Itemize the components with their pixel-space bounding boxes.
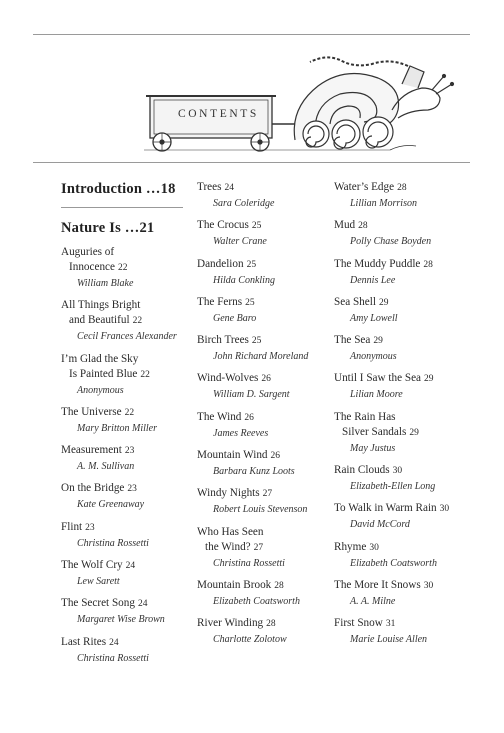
toc-entry[interactable]: [61, 635, 189, 666]
entry-title: Auguries of: [61, 246, 115, 258]
toc-entry[interactable]: [197, 180, 327, 211]
entry-author: William Blake: [77, 278, 134, 289]
toc-entry[interactable]: [61, 352, 189, 398]
entry-title: Trees 24: [197, 181, 234, 193]
toc-column-1: [61, 180, 189, 673]
page-number: 26: [270, 451, 281, 462]
page-number: 28: [358, 221, 368, 232]
page-number: 31: [385, 619, 396, 630]
entry-title: the Wind? 27: [205, 540, 264, 553]
toc-entry[interactable]: [197, 525, 327, 571]
page-number: 22: [132, 316, 143, 327]
entry-title: Rain Clouds 30: [334, 464, 403, 477]
entry-title: The Muddy Puddle 28: [334, 257, 433, 270]
toc-entry[interactable]: [334, 371, 474, 402]
entry-title: Wind-Wolves 26: [197, 372, 271, 385]
page-number: 30: [439, 504, 450, 515]
entry-author: Christina Rossetti: [213, 557, 285, 569]
page-number: 29: [373, 336, 383, 347]
snail-train-illustration: [140, 48, 460, 160]
entry-title: Mountain Brook 28: [197, 578, 284, 591]
page-number: 28: [423, 259, 433, 270]
entry-author: Dennis Lee: [350, 274, 396, 286]
page-number: 25: [245, 297, 255, 308]
entry-title: Silver Sandals 29: [342, 425, 419, 438]
page-number: 28: [397, 183, 407, 193]
entry-title: The Crocus 25: [197, 219, 262, 232]
entry-author: Mary Britton Miller: [77, 422, 157, 434]
page-number: 29: [378, 297, 389, 308]
page-number: 26: [244, 412, 254, 423]
toc-entry[interactable]: [334, 180, 474, 211]
toc-entry[interactable]: [334, 463, 474, 494]
entry-title: Until I Saw the Sea 29: [334, 372, 434, 385]
toc-entry[interactable]: [197, 578, 327, 609]
toc-entry[interactable]: [197, 448, 327, 479]
toc-entry[interactable]: [61, 481, 189, 512]
toc-entry[interactable]: [61, 520, 189, 551]
toc-entry[interactable]: [197, 486, 327, 517]
entry-author: Lilian Moore: [350, 389, 403, 401]
toc-entry[interactable]: [334, 410, 474, 456]
entry-author: John Richard Moreland: [213, 351, 309, 363]
entry-author: Amy Lowell: [350, 312, 398, 324]
page-number: 27: [253, 542, 264, 553]
page-number: 22: [117, 263, 128, 273]
entry-author: Lew Sarett: [77, 576, 120, 588]
entry-title: River Winding 28: [197, 617, 276, 630]
toc-entry[interactable]: [197, 295, 327, 326]
toc-column-2: [197, 180, 327, 655]
contents-label: CONTENTS: [178, 108, 259, 120]
entry-author: Walter Crane: [213, 236, 267, 248]
entry-title: The Wolf Cry 24: [61, 559, 136, 572]
entry-title: Mountain Wind 26: [197, 449, 281, 462]
entry-author: Polly Chase Boyden: [350, 236, 432, 248]
page-number: 25: [251, 336, 262, 347]
toc-entry[interactable]: [61, 443, 189, 474]
toc-entry[interactable]: [61, 298, 189, 344]
page-number: 24: [125, 561, 136, 572]
page-number: 27: [262, 489, 273, 500]
toc-entry[interactable]: [197, 333, 327, 364]
toc-entry[interactable]: [61, 405, 189, 436]
page-number: 23: [124, 446, 135, 457]
entry-author: Hilda Conkling: [213, 274, 275, 286]
entry-author: Elizabeth Coatsworth: [213, 595, 300, 607]
entry-title: Is Painted Blue 22: [69, 367, 150, 380]
top-rule: [33, 34, 470, 35]
entry-title: Dandelion 25: [197, 257, 257, 270]
entry-title: Mud 28: [334, 219, 368, 232]
entry-author: Sara Coleridge: [213, 198, 275, 209]
page-number: 29: [424, 374, 434, 385]
toc-entry[interactable]: [334, 501, 474, 532]
entry-title: The Rain Has: [334, 410, 396, 423]
entry-author: James Reeves: [213, 427, 269, 439]
entry-author: Cecil Frances Alexander: [77, 331, 177, 343]
entry-author: Robert Louis Stevenson: [213, 504, 308, 516]
page-number: 30: [423, 580, 434, 591]
toc-entry[interactable]: [334, 295, 474, 326]
entry-title: The Ferns 25: [197, 295, 255, 308]
entry-title: Birch Trees 25: [197, 334, 262, 347]
toc-entry[interactable]: [197, 371, 327, 402]
page-number: 25: [246, 259, 257, 270]
page-number: 30: [369, 542, 379, 553]
entry-title: Who Has Seen: [197, 525, 264, 538]
entry-title: Last Rites 24: [61, 635, 119, 648]
toc-entry[interactable]: [334, 333, 474, 364]
page-number: 25: [251, 221, 262, 232]
entry-author: Kate Greenaway: [77, 499, 145, 511]
toc-entry[interactable]: [61, 245, 189, 291]
entry-title: The Universe 22: [61, 405, 135, 418]
page-number: 24: [224, 183, 234, 193]
page-number: 28: [266, 619, 276, 630]
toc-entry[interactable]: [197, 616, 327, 647]
entry-author: Anonymous: [77, 384, 124, 396]
entry-author: A. A. Milne: [350, 595, 396, 607]
entry-title: The Secret Song 24: [61, 597, 148, 610]
page-number: 22: [124, 407, 135, 418]
entry-author: Elizabeth-Ellen Long: [350, 481, 436, 493]
toc-entry[interactable]: [334, 578, 474, 609]
entry-title: Flint 23: [61, 520, 95, 533]
entry-author: Anonymous: [350, 351, 397, 363]
entry-author: Christina Rossetti: [77, 537, 149, 549]
page-number: 29: [409, 427, 419, 438]
entry-author: David McCord: [350, 519, 410, 531]
entry-author: Christina Rossetti: [77, 652, 149, 664]
snail-icon: [294, 57, 453, 150]
toc-entry[interactable]: [334, 540, 474, 571]
section-heading-introduction[interactable]: Introduction …18: [61, 181, 176, 197]
entry-title: I’m Glad the Sky: [61, 352, 139, 365]
entry-title: The Sea 29: [334, 334, 383, 347]
entry-author: May Justus: [350, 442, 396, 454]
toc-entry[interactable]: [197, 257, 327, 288]
entry-author: Marie Louise Allen: [350, 634, 428, 646]
entry-author: A. M. Sullivan: [77, 461, 135, 473]
entry-title: Sea Shell 29: [334, 295, 389, 308]
toc-entry[interactable]: [334, 218, 474, 249]
page-number: 28: [274, 580, 284, 591]
toc-entry[interactable]: [334, 257, 474, 288]
entry-title: Innocence 22: [69, 261, 128, 273]
entry-title: Water’s Edge 28: [334, 181, 407, 193]
toc-entry[interactable]: [61, 558, 189, 589]
entry-title: To Walk in Warm Rain 30: [334, 502, 450, 515]
toc-entry[interactable]: [197, 410, 327, 441]
entry-title: Measurement 23: [61, 444, 135, 457]
section-divider: [61, 207, 183, 208]
entry-title: Windy Nights 27: [197, 487, 273, 500]
section-heading-nature-is[interactable]: Nature Is …21: [61, 220, 155, 236]
entry-title: The More It Snows 30: [334, 578, 434, 591]
entry-title: Rhyme 30: [334, 540, 379, 553]
toc-entry[interactable]: [334, 616, 474, 647]
entry-title: All Things Bright: [61, 299, 141, 312]
entry-title: On the Bridge 23: [61, 482, 137, 495]
toc-entry[interactable]: [61, 596, 189, 627]
entry-title: and Beautiful 22: [69, 314, 143, 327]
entry-author: Barbara Kunz Loots: [213, 466, 295, 478]
page-number: 24: [137, 599, 148, 610]
page-number: 24: [109, 637, 119, 648]
entry-author: Charlotte Zolotow: [213, 634, 287, 646]
middle-rule: [33, 162, 470, 163]
entry-author: Elizabeth Coatsworth: [350, 557, 437, 569]
toc-column-3: [334, 180, 474, 655]
entry-author: Gene Baro: [213, 312, 257, 324]
entry-author: Margaret Wise Brown: [77, 614, 165, 626]
page-number: 23: [85, 522, 95, 533]
toc-entry[interactable]: [197, 218, 327, 249]
entry-title: The Wind 26: [197, 410, 254, 423]
page-number: 22: [140, 369, 150, 380]
entry-title: First Snow 31: [334, 617, 396, 630]
entry-author: Lillian Morrison: [350, 198, 417, 209]
page-number: 30: [392, 466, 403, 477]
page-number: 23: [127, 484, 137, 495]
page-number: 26: [261, 374, 271, 385]
entry-author: William D. Sargent: [213, 389, 290, 401]
